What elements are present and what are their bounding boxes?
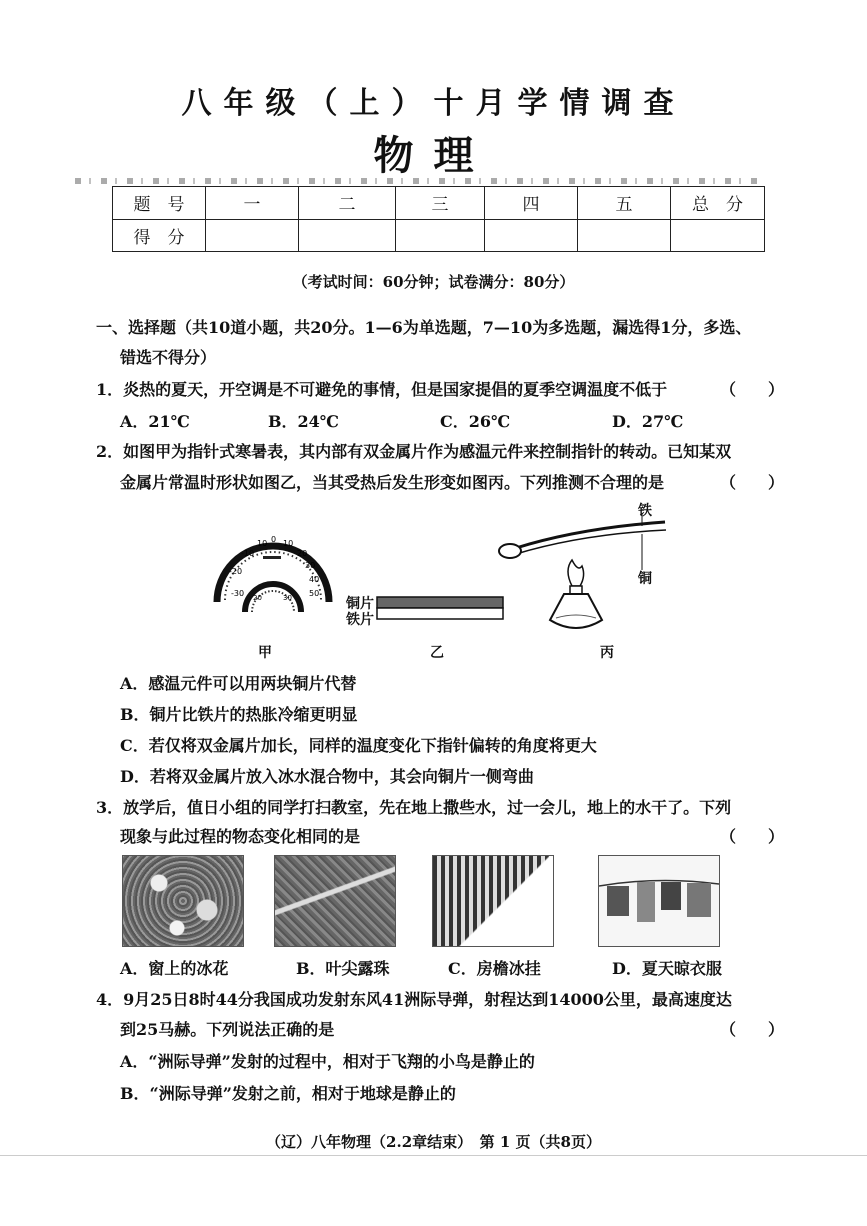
- score-table-cell: 一: [206, 187, 299, 220]
- option-c: C．若仅将双金属片加长，同样的温度变化下指针偏转的角度将更大: [120, 736, 597, 755]
- score-table-score-row: [113, 219, 765, 252]
- answer-paren[interactable]: （ ）: [720, 380, 785, 399]
- question-4-text-cont: 到25马赫。下列说法正确的是: [120, 1020, 335, 1039]
- figure-label-jia: 甲: [258, 645, 272, 661]
- gauge-tick-label: 20: [297, 549, 308, 558]
- gauge-tick-label: -20: [229, 567, 243, 576]
- iron-strip: [377, 608, 503, 619]
- clothes-item: [637, 882, 655, 922]
- figure-label-yi: 乙: [430, 645, 444, 661]
- gauge-tick-label: 50: [309, 589, 320, 598]
- option-a: A．感温元件可以用两块铜片代替: [120, 674, 357, 693]
- bent-label-iron: 铁: [638, 503, 652, 519]
- gauge-tick-label: 10: [257, 539, 268, 548]
- score-cell-empty[interactable]: [578, 219, 671, 252]
- figure-label-bing: 丙: [600, 645, 614, 661]
- option-d: D．夏天晾衣服: [612, 959, 722, 978]
- gauge-tick-label: 0: [271, 535, 277, 544]
- option-a: A．窗上的冰花: [120, 959, 229, 978]
- question-2-text: 2．如图甲为指针式寒暑表，其内部有双金属片作为感温元件来控制指针的转动。已知某双: [96, 442, 732, 461]
- lamp-neck: [570, 586, 582, 594]
- copper-strip: [377, 597, 503, 608]
- footer-divider: [0, 1155, 867, 1156]
- gauge-tick-label: 10: [283, 539, 294, 548]
- strip-label-copper: 铜片: [346, 596, 374, 612]
- gauge-tick-label: -30: [231, 589, 245, 598]
- option-b: B．铜片比铁片的热胀冷缩更明显: [120, 705, 358, 724]
- score-cell-empty[interactable]: [206, 219, 299, 252]
- photo-window-frost: [122, 855, 244, 947]
- score-table-cell: 二: [299, 187, 396, 220]
- dial-thermometer-figure: [205, 512, 340, 627]
- score-cell-empty[interactable]: [671, 219, 765, 252]
- option-b: B．24℃: [268, 412, 339, 431]
- option-b: B．叶尖露珠: [296, 959, 390, 978]
- option-c: C．房檐冰挂: [448, 959, 541, 978]
- question-2-text-cont: 金属片常温时形状如图乙，当其受热后发生形变如图丙。下列推测不合理的是: [120, 473, 665, 492]
- score-table-cell: 得 分: [113, 219, 206, 252]
- scan-noise-line: [75, 178, 765, 184]
- gauge-tick-label: 30: [283, 594, 292, 602]
- clothes-item: [661, 882, 681, 910]
- option-c: C．26℃: [440, 412, 511, 431]
- score-cell-empty[interactable]: [299, 219, 396, 252]
- gauge-tick-label: -10: [241, 549, 255, 558]
- clothes-item: [607, 886, 629, 916]
- score-table-header-row: [113, 187, 765, 220]
- score-table: [112, 186, 765, 252]
- option-d: D．27℃: [612, 412, 684, 431]
- score-cell-empty[interactable]: [396, 219, 485, 252]
- photo-drying-clothes: [598, 855, 720, 947]
- heated-strip-figure: [490, 500, 690, 640]
- clothes-item: [687, 883, 711, 917]
- bimetal-strip-figure: [376, 596, 504, 626]
- option-a: A．“洲际导弹”发射的过程中，相对于飞翔的小鸟是静止的: [120, 1052, 535, 1071]
- gauge-tick-label: 20: [253, 594, 262, 602]
- answer-paren[interactable]: （ ）: [720, 473, 785, 492]
- subject-title: 物理: [373, 132, 494, 179]
- bent-strip-top: [516, 522, 665, 548]
- question-4-text: 4．9月25日8时44分我国成功发射东风41洲际导弹，射程达到14000公里，最高速度达: [96, 990, 732, 1009]
- section-heading-cont: 错选不得分）: [120, 348, 217, 367]
- alcohol-lamp-body: [550, 594, 602, 628]
- section-heading: 一、选择题（共10道小题，共20分。1—6为单选题，7—10为多选题，漏选得1分，多选、: [96, 318, 752, 337]
- score-table-cell: 五: [578, 187, 671, 220]
- score-cell-empty[interactable]: [485, 219, 578, 252]
- question-3-text-cont: 现象与此过程的物态变化相同的是: [120, 827, 361, 846]
- answer-paren[interactable]: （ ）: [720, 827, 785, 846]
- bent-label-copper: 铜: [638, 571, 652, 587]
- photo-icicles: [432, 855, 554, 947]
- page-footer: （辽）八年物理（2.2章结束） 第 1 页（共8页）: [266, 1133, 601, 1151]
- answer-paren[interactable]: （ ）: [720, 1020, 785, 1039]
- exam-info: （考试时间：60分钟；试卷满分：80分）: [292, 273, 575, 291]
- exam-title: 八年级（上）十月学情调查: [181, 86, 686, 121]
- strip-handle: [499, 544, 521, 558]
- question-3-text: 3．放学后，值日小组的同学打扫教室，先在地上撒些水，过一会儿，地上的水干了。下列: [96, 798, 732, 817]
- option-d: D．若将双金属片放入冰水混合物中，其会向铜片一侧弯曲: [120, 767, 534, 786]
- gauge-center-mark: [263, 556, 281, 559]
- score-table-cell: 四: [485, 187, 578, 220]
- question-1-text: 1．炎热的夏天，开空调是不可避免的事情，但是国家提倡的夏季空调温度不低于: [96, 380, 668, 399]
- photo-leaf-dew: [274, 855, 396, 947]
- option-a: A．21℃: [120, 412, 190, 431]
- score-table-cell: 题 号: [113, 187, 206, 220]
- gauge-tick-label: 40: [309, 575, 320, 584]
- flame: [568, 560, 584, 586]
- option-b: B．“洲际导弹”发射之前，相对于地球是静止的: [120, 1084, 456, 1103]
- score-table-cell: 三: [396, 187, 485, 220]
- gauge-tick-label: 30: [305, 561, 316, 570]
- score-table-cell: 总 分: [671, 187, 765, 220]
- strip-label-iron: 铁片: [346, 612, 374, 628]
